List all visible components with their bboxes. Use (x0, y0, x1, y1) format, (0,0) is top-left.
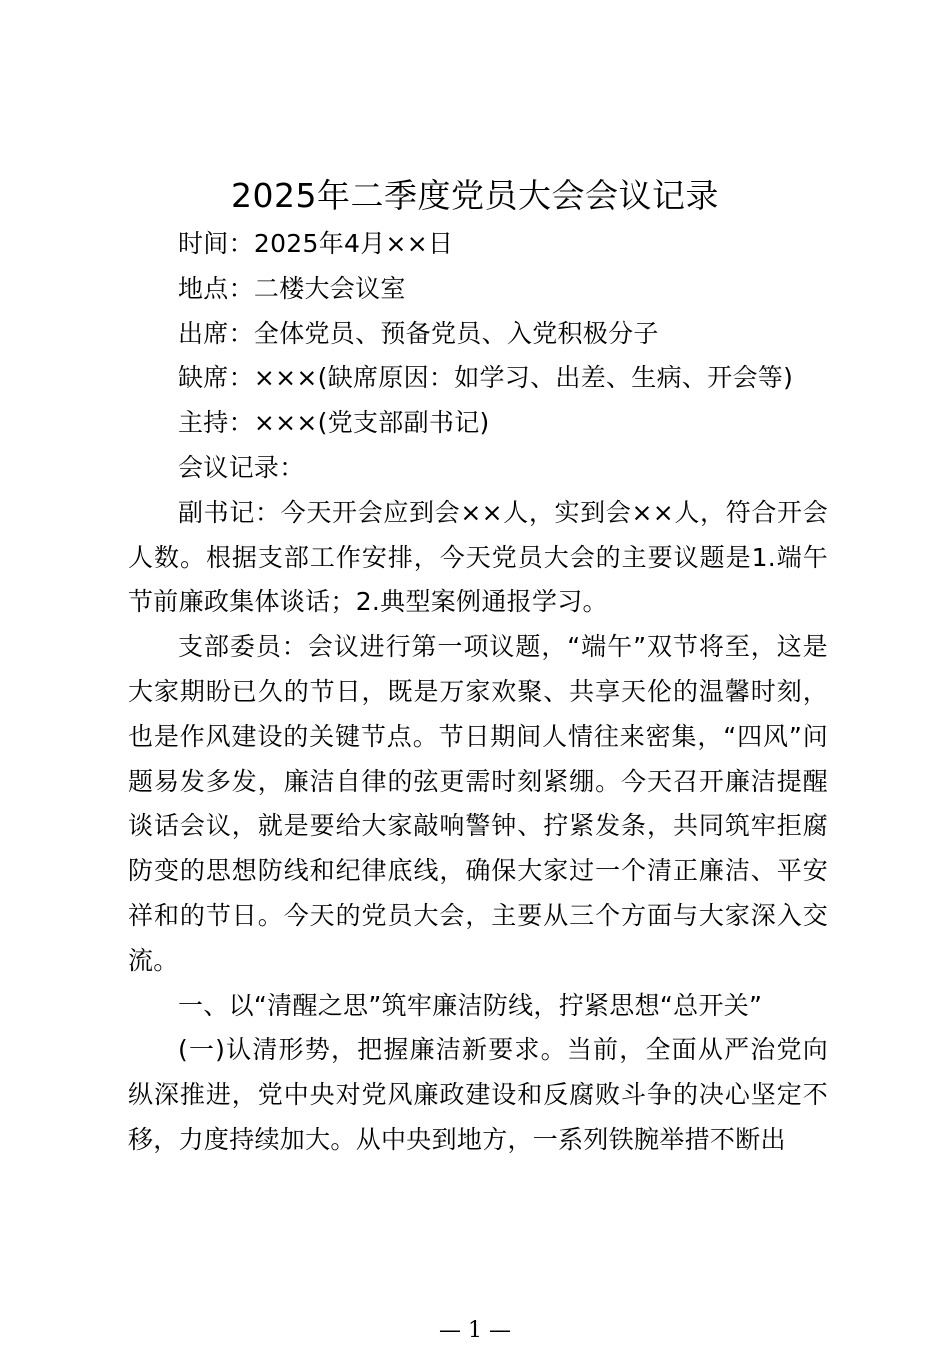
paragraph-deputy-secretary: 副书记：今天开会应到会××人，实到会××人，符合开会人数。根据支部工作安排，今天党员大会的主要议题是1.端午节前廉政集体谈话；2.典型案例通报学习。 (128, 497, 828, 617)
document-title: 2025年二季度党员大会会议记录 (231, 176, 719, 215)
paragraph-subsection-1: (一)认清形势，把握廉洁新要求。当前，全面从严治党向纵深推进，党中央对党风廉政建设和反腐败斗争的决心坚定不移，力度持续加大。从中央到地方，一系列铁腕举措不断出 (128, 1035, 828, 1154)
meta-host: 主持：×××(党支部副书记) (178, 408, 490, 438)
document-body (128, 222, 828, 1163)
paragraph-committee-member: 支部委员：会议进行第一项议题，“端午”双节将至，这是大家期盼已久的节日，既是万家欢聚、共享天伦的温馨时刻，也是作风建设的关键节点。节日期间人情往来密集，“四风”问题易发多发，廉洁自律的弦更需时刻紧绷。今天召开廉洁提醒谈话会议，就是要给大家敲响警钟、拧紧发条，共同筑牢拒腐防变的思想防线和纪律底线，确保大家过一个清正廉洁、平安祥和的节日。今天的党员大会，主要从三个方面与大家深入交流。 (128, 632, 828, 975)
meta-record-label: 会议记录： (178, 452, 305, 482)
meta-time: 时间：2025年4月××日 (178, 229, 454, 258)
section-heading-1: 一、以“清醒之思”筑牢廉洁防线，拧紧思想“总开关” (178, 990, 763, 1020)
meta-place: 地点：二楼大会议室 (178, 273, 406, 303)
meta-absent: 缺席：×××(缺席原因：如学习、出差、生病、开会等) (178, 363, 794, 393)
page-number: — 1 — (439, 1318, 511, 1343)
meta-attend: 出席：全体党员、预备党员、入党积极分子 (178, 318, 659, 348)
